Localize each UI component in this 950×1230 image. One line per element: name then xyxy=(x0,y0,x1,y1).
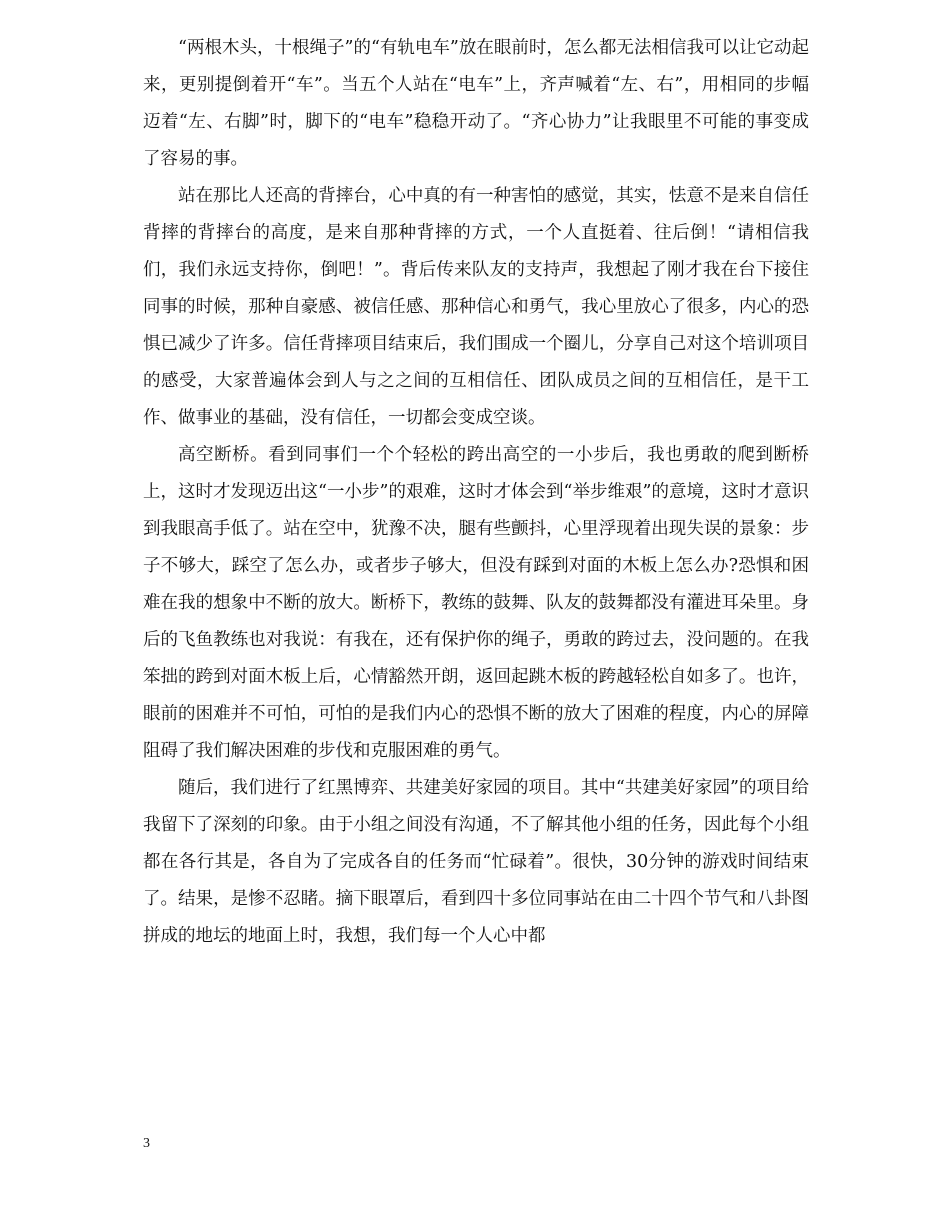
paragraph-3: 高空断桥。看到同事们一个个轻松的跨出高空的一小步后，我也勇敢的爬到断桥上，这时才发现迈出这“一小步”的艰难，这时才体会到“举步维艰”的意境，这时才意识到我眼高手低了。站在空中，犹豫不决，腿有些颤抖，心里浮现着出现失误的景象：步子不够大，踩空了怎么办，或者步子够大，但没有踩到对面的木板上怎么办?恐惧和困难在我的想象中不断的放大。断桥下，教练的鼓舞、队友的鼓舞都没有灌进耳朵里。身后的飞鱼教练也对我说：有我在，还有保护你的绳子，勇敢的跨过去，没问题的。在我笨拙的跨到对面木板上后，心情豁然开朗，返回起跳木板的跨越轻松自如多了。也许，眼前的困难并不可怕，可怕的是我们内心的恐惧不断的放大了困难的程度，内心的屏障阻碍了我们解决困难的步伐和克服困难的勇气。 xyxy=(143,445,809,761)
paragraph-4: 随后，我们进行了红黑博弈、共建美好家园的项目。其中“共建美好家园”的项目给我留下了深刻的印象。由于小组之间没有沟通，不了解其他小组的任务，因此每个小组都在各行其是，各自为了完成各自的任务而“忙碌着”。很快，30分钟的游戏时间结束了。结果，是惨不忍睹。摘下眼罩后，看到四十多位同事站在由二十四个节气和八卦图拼成的地坛的地面上时，我想，我们每一个人心中都 xyxy=(143,778,809,946)
page-number: 3 xyxy=(143,1136,150,1151)
document-body xyxy=(143,30,809,955)
paragraph-2: 站在那比人还高的背摔台，心中真的有一种害怕的感觉，其实，怯意不是来自信任背摔的背摔台的高度，是来自那种背摔的方式，一个人直挺着、往后倒！“请相信我们，我们永远支持你，倒吧！”。背后传来队友的支持声，我想起了刚才我在台下接住同事的时候，那种自豪感、被信任感、那种信心和勇气，我心里放心了很多，内心的恐惧已减少了许多。信任背摔项目结束后，我们围成一个圈儿，分享自己对这个培训项目的感受，大家普遍体会到人与之之间的互相信任、团队成员之间的互相信任，是干工作、做事业的基础，没有信任，一切都会变成空谈。 xyxy=(143,186,809,428)
paragraph-1: “两根木头，十根绳子”的“有轨电车”放在眼前时，怎么都无法相信我可以让它动起来，更别提倒着开“车”。当五个人站在“电车”上，齐声喊着“左、右”，用相同的步幅迈着“左、右脚”时，脚下的“电车”稳稳开动了。“齐心协力”让我眼里不可能的事变成了容易的事。 xyxy=(143,38,809,169)
